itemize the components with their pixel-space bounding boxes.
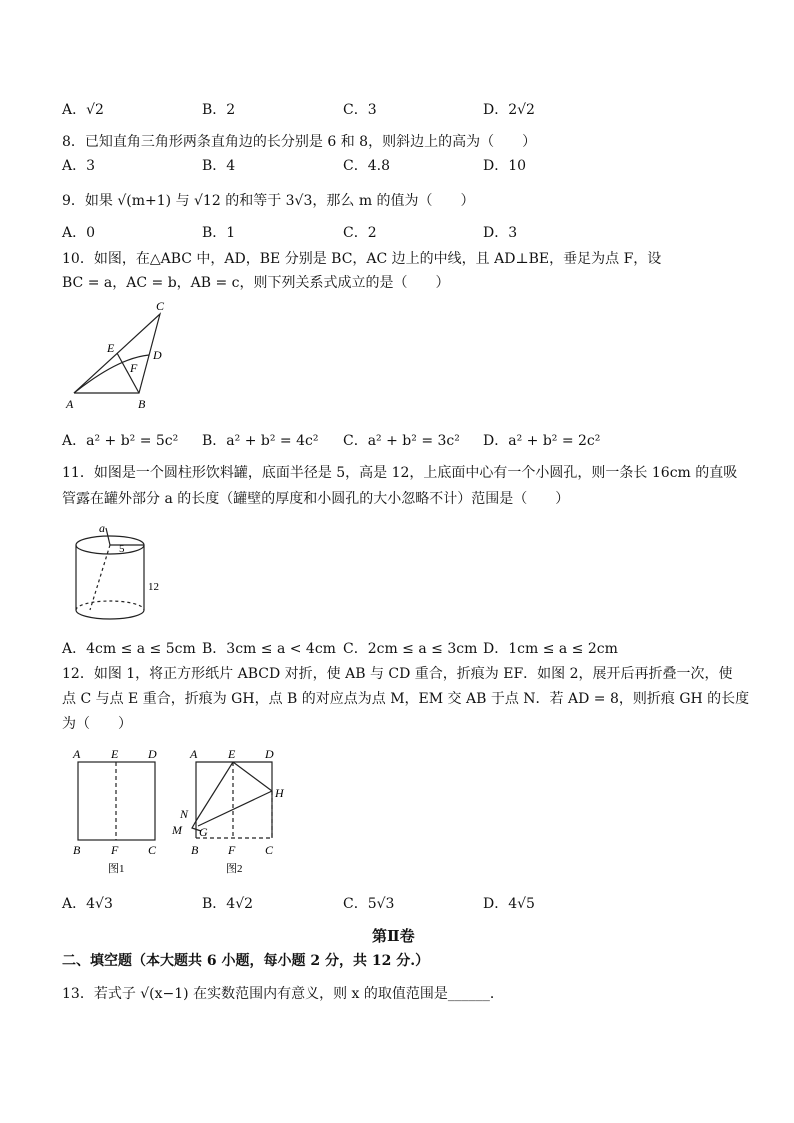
q7-option-c: C．3 (343, 102, 377, 118)
fig1-label-c: C (148, 843, 157, 857)
q9-option-b: B．1 (202, 225, 236, 241)
q10-label-e: E (107, 341, 115, 355)
q10-label-f: F (130, 361, 138, 375)
q8-option-b: B．4 (202, 158, 236, 174)
fig1-label-d: D (148, 747, 157, 761)
q12-stem-line2: 点 C 与点 E 重合，折痕为 GH，点 B 的对应点为点 M，EM 交 AB 于点 N．若 AD = 8，则折痕 GH 的长度 (62, 691, 750, 707)
q11-cylinder-figure (62, 518, 172, 628)
q10-label-b: B (138, 397, 146, 411)
fig2-label-m: M (172, 823, 182, 837)
q8-option-c: C．4.8 (343, 158, 390, 174)
q9-stem: 9．如果 √(m+1) 与 √12 的和等于 3√3，那么 m 的值为（ ） (62, 193, 475, 209)
q12-option-d: D．4√5 (483, 896, 535, 912)
q8-stem: 8．已知直角三角形两条直角边的长分别是 6 和 8，则斜边上的高为（ ） (62, 134, 537, 150)
q13-stem: 13．若式子 √(x−1) 在实数范围内有意义，则 x 的取值范围是______． (62, 986, 504, 1002)
fig1-caption: 图1 (108, 863, 125, 875)
q10-option-b: B．a² + b² = 4c² (202, 433, 319, 449)
fig2-label-c: C (265, 843, 274, 857)
q7-option-b: B．2 (202, 102, 236, 118)
fig2-label-a: A (190, 747, 198, 761)
q12-option-a: A．4√3 (62, 896, 113, 912)
q10-stem-line1: 10．如图，在△ABC 中，AD，BE 分别是 BC，AC 边上的中线，且 AD⊥BE，垂足为点 F，设 (62, 251, 662, 267)
fig2-label-h: H (275, 786, 284, 800)
q8-option-d: D．10 (483, 158, 527, 174)
fig2-label-n: N (180, 807, 189, 821)
q11-label-height: 12 (148, 581, 159, 593)
fig1-label-f: F (111, 843, 119, 857)
q10-label-c: C (156, 299, 165, 313)
q11-label-a: a (99, 521, 105, 535)
q12-stem-line3: 为（ ） (62, 716, 132, 732)
q11-stem-line1: 11．如图是一个圆柱形饮料罐，底面半径是 5，高是 12，上底面中心有一个小圆孔，则一条长 16cm 的直吸 (62, 465, 738, 481)
q12-figure-1 (68, 744, 168, 876)
fig2-label-e: E (228, 747, 236, 761)
fig2-label-f: F (228, 843, 236, 857)
q9-option-c: C．2 (343, 225, 377, 241)
q10-stem-line2: BC = a，AC = b，AB = c，则下列关系式成立的是（ ） (62, 275, 450, 291)
fig2-label-b: B (191, 843, 199, 857)
q7-option-d: D．2√2 (483, 102, 535, 118)
q11-option-c: C．2cm ≤ a ≤ 3cm (343, 641, 478, 657)
q10-option-d: D．a² + b² = 2c² (483, 433, 601, 449)
q11-option-b: B．3cm ≤ a < 4cm (202, 641, 336, 657)
q11-option-d: D．1cm ≤ a ≤ 2cm (483, 641, 618, 657)
q10-option-c: C．a² + b² = 3c² (343, 433, 460, 449)
q9-option-d: D．3 (483, 225, 518, 241)
fig1-label-b: B (73, 843, 81, 857)
q12-stem-line1: 12．如图 1，将正方形纸片 ABCD 对折，使 AB 与 CD 重合，折痕为 EF．如图 2，展开后再折叠一次，使 (62, 666, 733, 682)
q11-label-radius: 5 (119, 543, 125, 555)
part2-title: 第Ⅱ卷 (372, 927, 415, 945)
fig1-label-a: A (73, 747, 81, 761)
q11-stem-line2: 管露在罐外部分 a 的长度（罐壁的厚度和小圆孔的大小忽略不计）范围是（ ） (62, 491, 570, 507)
q10-triangle-figure (58, 296, 178, 416)
fig2-caption: 图2 (226, 863, 243, 875)
fig2-label-d: D (265, 747, 274, 761)
q12-option-c: C．5√3 (343, 896, 395, 912)
q11-option-a: A．4cm ≤ a ≤ 5cm (62, 641, 196, 657)
section2-header: 二、填空题（本大题共 6 小题，每小题 2 分，共 12 分.） (62, 953, 430, 969)
q12-option-b: B．4√2 (202, 896, 254, 912)
q10-option-a: A．a² + b² = 5c² (62, 433, 179, 449)
q10-label-d: D (153, 348, 162, 362)
q8-option-a: A．3 (62, 158, 96, 174)
q9-option-a: A．0 (62, 225, 96, 241)
fig1-label-e: E (111, 747, 119, 761)
q12-figure-2 (168, 744, 298, 876)
q10-label-a: A (66, 397, 74, 411)
q7-option-a: A．√2 (62, 102, 104, 118)
fig2-label-g: G (199, 825, 208, 839)
